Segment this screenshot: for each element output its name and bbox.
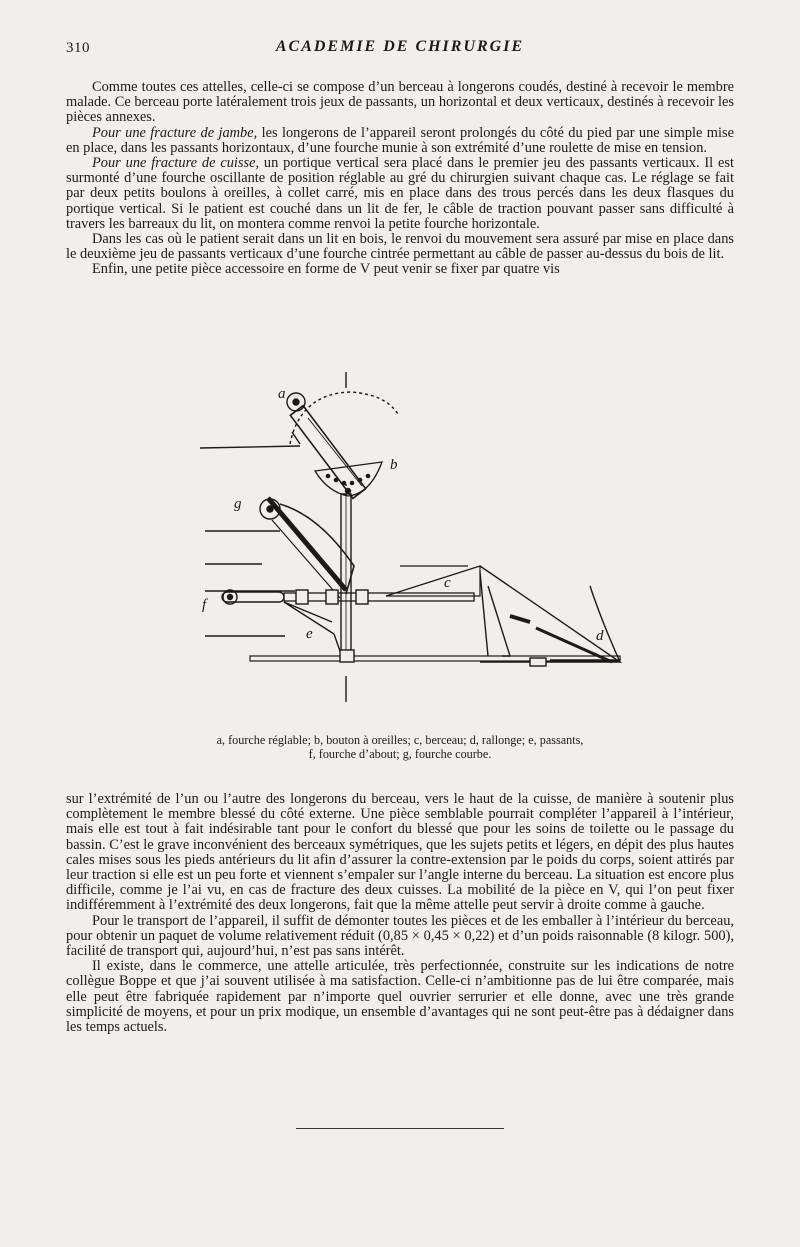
paragraph: Pour le transport de l’appareil, il suffit de démonter toutes les pièces et de les emballer à l’intérieur du berceau, pour obtenir un paquet de volume relativement réduit (0,85 × 0,45 × 0,22) et d’un poids raisonnable (8 kilogr. 500), facilité de transport qui, aujourd’hui, n’est pas sans intérêt. — [66, 912, 734, 960]
figure-label-a: a — [278, 386, 286, 402]
paragraph: Enfin, une petite pièce accessoire en forme de V peut venir se fixer par quatre vis — [92, 261, 560, 278]
paragraph: Comme toutes ces attelles, celle-ci se compose d’un berceau à longerons coudés, destiné à recevoir le membre malade. Ce berceau porte latéralement trois jeux de passants, un horizontal et deux verticaux, destinés à recevoir les pièces annexes. — [66, 79, 734, 126]
paragraph: Dans les cas où le patient serait dans un lit en bois, le renvoi du mouvement sera assuré par mise en place dans le deuxième jeu de passants verticaux d’une fourche cintrée permettant au câble de passer au-dessus du bois de lit. — [66, 231, 734, 263]
figure-label-g: g — [234, 496, 242, 512]
figure-label-b: b — [390, 457, 398, 473]
body-text-bottom — [66, 792, 734, 1035]
page-header — [66, 38, 734, 62]
body-text-top — [66, 80, 734, 278]
running-title: ACADEMIE DE CHIRURGIE — [275, 38, 525, 55]
paragraph: sur l’extrémité de l’un ou l’autre des longerons du berceau, vers le haut de la cuisse, de manière à soutenir plus complètement le membre blessé du côté externe. Une pièce semblable pourrait compléter l’appareil à l’intérieur, mais elle est tout à fait indésirable tant pour le confort du blessé que pour les soins de toilette ou le passage du bassin. C’est le grave inconvénient des berceaux symétriques, que les sujets petits et légers, en dépit des plus hautes cales mises sous les pieds antérieurs du lit afin d’assurer la contre-extension par le poids du corps, soient attirés par leur traction si elle est un peu forte et viennent s’empaler sur l’angle interne du berceau. La situation est encore plus difficile, comme je l’ai vu, en cas de fracture des deux cuisses. La mobilité de la pièce en V, qui l’on peut fixer indifféremment à l’extrémité des deux longerons, fait que la même attelle peut servir à droite comme à gauche. — [66, 791, 734, 914]
paragraph: Pour une fracture de cuisse, un portique vertical sera placé dans le premier jeu des passants verticaux. Il est surmonté d’une fourche oscillante de position réglable au gré du chirurgien suivant chaque cas. Le réglage se fait par deux petits boulons à oreilles, à collet carré, mis en place dans des trous percés dans les deux flasques du portique vertical. Si le patient est couché dans un lit de fer, le câble de traction pouvant passer sans difficulté à travers les barreaux du lit, on montera comme renvoi la petite fourche horizontale. — [66, 155, 734, 232]
figure-label-e: e — [306, 626, 313, 642]
paragraph: Il existe, dans le commerce, une attelle articulée, très perfectionnée, construite sur les indications de notre collègue Boppe et que j’ai souvent utilisée à ma satisfaction. Celle-ci n’ambitionne pas de lui être comparée, mais elle peut être fabriquée rapidement par n’importe quel ouvrier serrurier et elle donne, avec une très grande simplicité de moyens, et pour un prix modique, un ensemble d’avantages qui ne sont peut-être pas à dédaigner dans les temps actuels. — [66, 958, 734, 1036]
caption-line: a, fourche réglable; b, bouton à oreilles; c, berceau; d, rallonge; e, passants, — [216, 733, 584, 747]
figure-label-d: d — [596, 628, 604, 644]
splint-figure — [150, 366, 670, 706]
page-number: 310 — [66, 40, 90, 56]
paragraph-lead: Pour une fracture de cuisse, — [92, 155, 260, 172]
caption-line: f, fourche d’about; g, fourche courbe. — [308, 747, 492, 761]
figure-label-f: f — [202, 597, 207, 613]
paragraph: Pour une fracture de jambe, les longerons de l’appareil seront prolongés du côté du pied par une simple mise en place, dans les passants horizontaux, d’une fourche munie à son extrémité d’une roulette de mise en tension. — [66, 124, 734, 156]
figure-caption — [130, 733, 670, 761]
figure-label-c: c — [444, 575, 451, 591]
paragraph-lead: Pour une fracture de jambe, — [92, 124, 258, 141]
footer-rule — [296, 1128, 504, 1129]
